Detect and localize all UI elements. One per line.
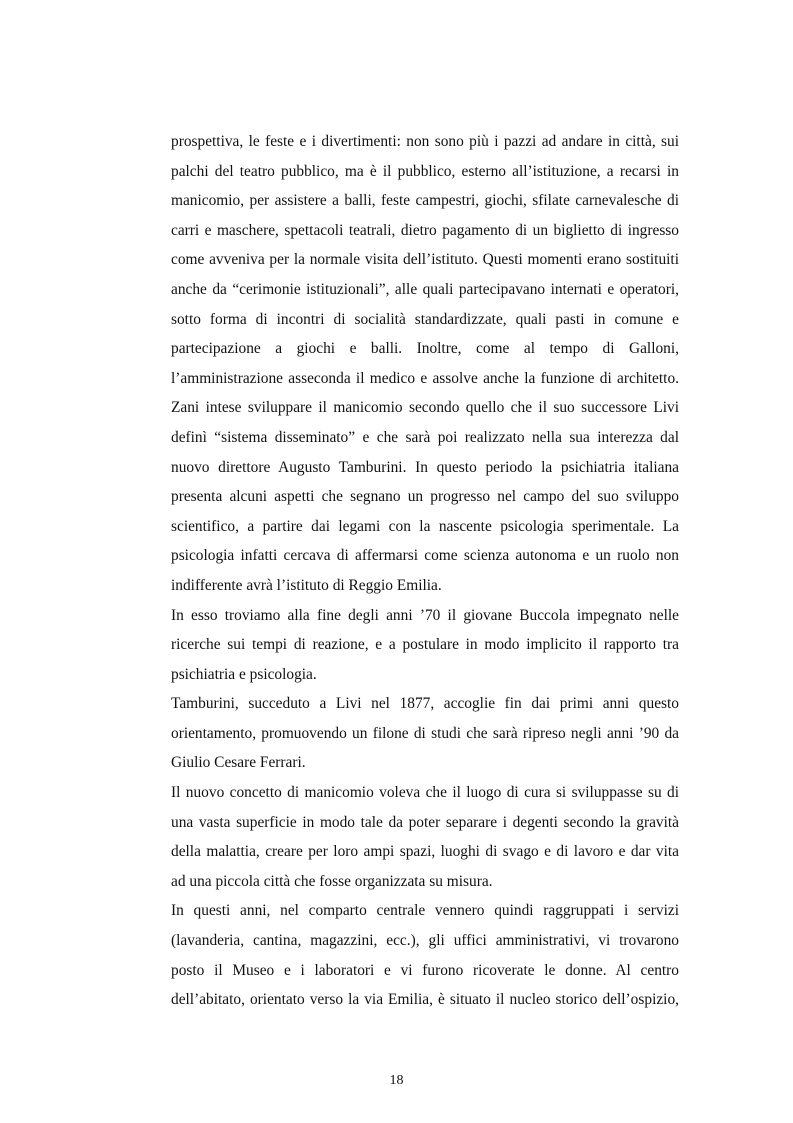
text-line: indifferente avrà l’istituto di Reggio Emilia. [171,576,442,594]
text-line: anche da “cerimonie istituzionali”, alle quali partecipavano internati e operatori, [171,280,679,298]
text-line: partecipazione a giochi e balli. Inoltre, come al tempo di Galloni, [171,340,679,358]
text-line: Tamburini, succeduto a Livi nel 1877, accoglie fin dai primi anni questo [171,695,679,713]
text-line: definì “sistema disseminato” e che sarà poi realizzato nella sua interezza dal [171,428,679,446]
text-line: palchi del teatro pubblico, ma è il pubblico, esterno all’istituzione, a recarsi in [171,162,679,180]
text-line: prospettiva, le feste e i divertimenti: non sono più i pazzi ad andare in città, sui [171,133,679,150]
text-line: psichiatria e psicologia. [171,665,317,683]
text-line: Il nuovo concetto di manicomio voleva che il luogo di cura si sviluppasse su di [171,784,679,802]
text-line: sotto forma di incontri di socialità standardizzate, quali pasti in comune e [171,310,679,328]
text-line: In questi anni, nel comparto centrale vennero quindi raggruppati i servizi [171,902,679,920]
text-line: orientamento, promuovendo un filone di studi che sarà ripreso negli anni ’90 da [171,724,679,742]
text-line: Zani intese sviluppare il manicomio secondo quello che il suo successore Livi [171,399,679,417]
text-line: presenta alcuni aspetti che segnano un progresso nel campo del suo sviluppo [171,488,679,506]
text-line: Giulio Cesare Ferrari. [171,754,306,772]
text-line: In esso troviamo alla fine degli anni ’70 il giovane Buccola impegnato nelle [171,606,679,624]
body-text [171,127,679,1015]
text-line: carri e maschere, spettacoli teatrali, dietro pagamento di un biglietto di ingresso [171,221,679,239]
page-number: 18 [389,1073,404,1088]
text-line: nuovo direttore Augusto Tamburini. In questo periodo la psichiatria italiana [171,458,679,476]
text-line: dell’abitato, orientato verso la via Emilia, è situato il nucleo storico dell’ospizio, [171,991,679,1009]
text-line: posto il Museo e i laboratori e vi furono ricoverate le donne. Al centro [171,961,679,979]
text-line: come avveniva per la normale visita dell’istituto. Questi momenti erano sostituiti [171,251,679,269]
text-line: della malattia, creare per loro ampi spazi, luoghi di svago e di lavoro e dar vita [171,843,679,861]
text-line: l’amministrazione asseconda il medico e assolve anche la funzione di architetto. [171,369,679,387]
text-line: ad una piccola città che fosse organizzata su misura. [171,872,493,890]
text-line: scientifico, a partire dai legami con la nascente psicologia sperimentale. La [171,517,679,535]
text-line: psicologia infatti cercava di affermarsi come scienza autonoma e un ruolo non [171,547,679,565]
text-line: manicomio, per assistere a balli, feste campestri, giochi, sfilate carnevalesche di [171,192,679,210]
text-line: (lavanderia, cantina, magazzini, ecc.), gli uffici amministrativi, vi trovarono [171,932,679,950]
text-line: una vasta superficie in modo tale da poter separare i degenti secondo la gravità [171,813,679,831]
text-line: ricerche sui tempi di reazione, e a postulare in modo implicito il rapporto tra [171,636,679,654]
